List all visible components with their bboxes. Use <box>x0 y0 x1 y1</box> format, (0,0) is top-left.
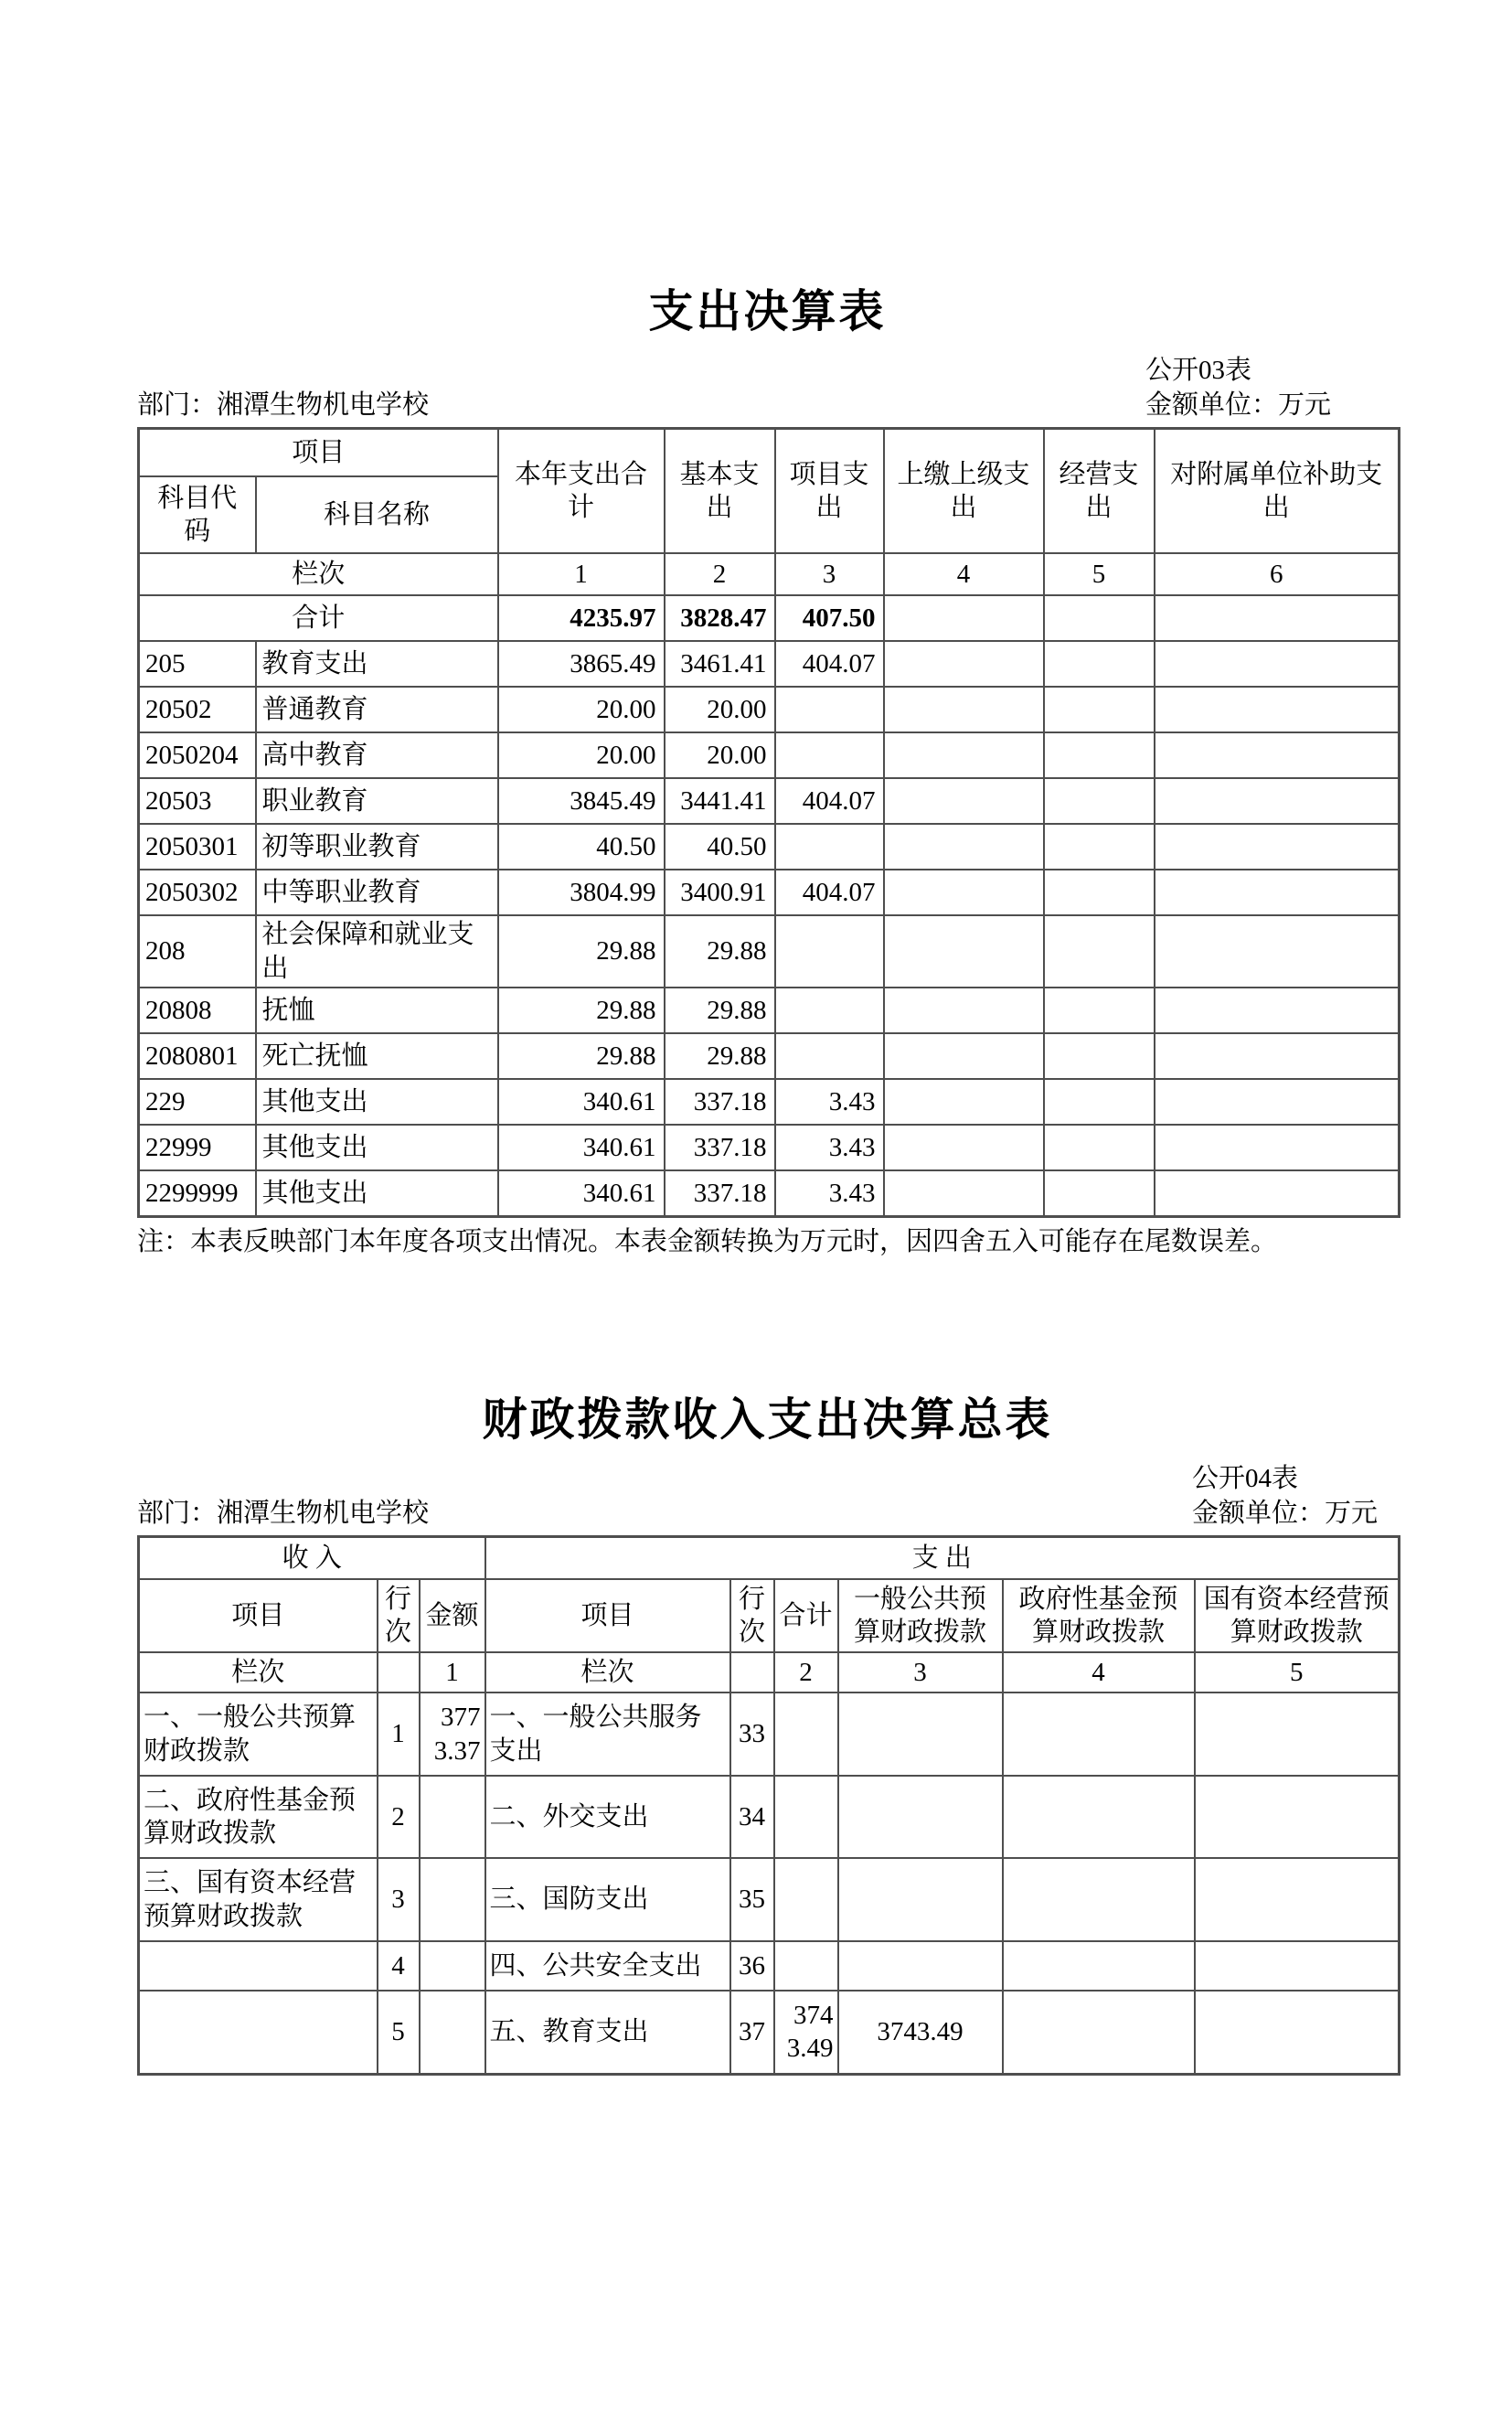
column-index-cell: 2 <box>774 1652 838 1693</box>
amount-cell <box>1155 641 1400 687</box>
amount-cell <box>1155 1079 1400 1125</box>
subject-code-cell: 2050302 <box>139 870 256 915</box>
subject-name-cell: 抚恤 <box>256 988 498 1033</box>
general-budget-cell <box>838 1858 1003 1941</box>
amount-cell: 3773.37 <box>420 1693 485 1776</box>
expense-section-header: 支 出 <box>485 1537 1400 1580</box>
amount-cell <box>1155 778 1400 824</box>
column-index-cell: 1 <box>498 553 665 595</box>
amount-cell <box>775 988 884 1033</box>
amount-cell: 29.88 <box>665 1033 775 1079</box>
subject-name-cell: 社会保障和就业支出 <box>256 915 498 988</box>
col-header-upturn: 上缴上级支出 <box>884 429 1044 554</box>
amount-cell: 337.18 <box>665 1170 775 1217</box>
table1-unit-label: 金额单位：万元 <box>1145 390 1332 421</box>
amount-cell <box>884 870 1044 915</box>
line-no-cell: 4 <box>378 1941 420 1991</box>
amount-cell: 4235.97 <box>498 595 665 641</box>
subject-name-cell: 其他支出 <box>256 1079 498 1125</box>
expense-item-cell: 一、一般公共服务支出 <box>485 1693 730 1776</box>
amount-cell <box>1044 687 1155 732</box>
amount-cell <box>1155 1033 1400 1079</box>
column-index-cell: 4 <box>884 553 1044 595</box>
line-no-cell: 37 <box>730 1991 774 2074</box>
table2-department-label: 部门：湘潭生物机电学校 <box>137 1499 430 1529</box>
amount-cell: 3441.41 <box>665 778 775 824</box>
amount-cell: 340.61 <box>498 1170 665 1217</box>
project-header-cell: 项目 <box>139 429 498 477</box>
amount-cell: 20.00 <box>665 732 775 778</box>
col-header-operating: 经营支出 <box>1044 429 1155 554</box>
amount-cell <box>1044 1170 1155 1217</box>
state-capital-cell <box>1195 1693 1400 1776</box>
amount-cell <box>884 732 1044 778</box>
table2-header-row <box>139 1579 1400 1652</box>
state-capital-cell <box>1195 1991 1400 2074</box>
expense-item-cell: 五、教育支出 <box>485 1991 730 2074</box>
total-amount-cell <box>774 1776 838 1859</box>
gov-fund-cell <box>1003 1776 1195 1859</box>
column-index-cell: 5 <box>1044 553 1155 595</box>
amount-cell <box>1044 988 1155 1033</box>
expense-item-header-cell: 项目 <box>485 1579 730 1652</box>
amount-cell <box>1044 778 1155 824</box>
amount-cell: 29.88 <box>498 1033 665 1079</box>
amount-cell <box>775 687 884 732</box>
amount-cell <box>1155 595 1400 641</box>
amount-cell: 340.61 <box>498 1125 665 1170</box>
amount-cell: 3461.41 <box>665 641 775 687</box>
line-no-cell: 34 <box>730 1776 774 1859</box>
gov-fund-cell <box>1003 1693 1195 1776</box>
state-capital-cell <box>1195 1776 1400 1859</box>
table1-footnote: 注：本表反映部门本年度各项支出情况。本表金额转换为万元时，因四舍五入可能存在尾数误差。 <box>137 1226 1278 1256</box>
amount-cell <box>420 1858 485 1941</box>
subject-name-cell: 职业教育 <box>256 778 498 824</box>
amount-cell: 40.50 <box>498 824 665 870</box>
amount-cell <box>884 988 1044 1033</box>
amount-cell <box>420 1941 485 1991</box>
amount-cell: 20.00 <box>665 687 775 732</box>
column-index-cell: 2 <box>665 553 775 595</box>
table-row <box>139 778 1400 824</box>
subject-name-cell: 其他支出 <box>256 1125 498 1170</box>
amount-cell <box>1044 824 1155 870</box>
fiscal-summary-table-title: 财政拨款收入支出决算总表 <box>482 1394 1053 1446</box>
table-row <box>139 641 1400 687</box>
amount-cell <box>884 595 1044 641</box>
column-index-cell <box>730 1652 774 1693</box>
table-row <box>139 824 1400 870</box>
subject-name-cell: 初等职业教育 <box>256 824 498 870</box>
table1-header-row-1 <box>139 429 1400 477</box>
state-capital-cell <box>1195 1941 1400 1991</box>
income-section-header: 收 入 <box>139 1537 485 1580</box>
column-index-cell: 3 <box>775 553 884 595</box>
line-no-cell: 1 <box>378 1693 420 1776</box>
amount-cell: 3845.49 <box>498 778 665 824</box>
amount-cell <box>775 824 884 870</box>
table-row-total <box>139 595 1400 641</box>
state-capital-header-cell: 国有资本经营预算财政拨款 <box>1195 1579 1400 1652</box>
column-index-cell: 5 <box>1195 1652 1400 1693</box>
subject-code-cell: 229 <box>139 1079 256 1125</box>
amount-cell: 29.88 <box>665 915 775 988</box>
amount-cell <box>1044 641 1155 687</box>
amount-cell <box>1155 1170 1400 1217</box>
amount-cell: 340.61 <box>498 1079 665 1125</box>
line-no-cell: 33 <box>730 1693 774 1776</box>
amount-cell: 40.50 <box>665 824 775 870</box>
subject-name-cell: 高中教育 <box>256 732 498 778</box>
table-row <box>139 988 1400 1033</box>
subject-code-cell: 2080801 <box>139 1033 256 1079</box>
total-amount-cell <box>774 1941 838 1991</box>
table2-meta <box>137 1462 1398 1531</box>
amount-cell: 29.88 <box>498 988 665 1033</box>
table-row <box>139 1776 1400 1859</box>
gov-fund-cell <box>1003 1858 1195 1941</box>
table1-department-label: 部门：湘潭生物机电学校 <box>137 390 430 421</box>
subject-code-cell: 20503 <box>139 778 256 824</box>
general-budget-cell <box>838 1693 1003 1776</box>
income-item-header-cell: 项目 <box>139 1579 378 1652</box>
amount-cell <box>1044 915 1155 988</box>
gov-fund-cell <box>1003 1991 1195 2074</box>
income-item-cell <box>139 1991 378 2074</box>
column-index-cell: 1 <box>420 1652 485 1693</box>
subject-name-cell: 中等职业教育 <box>256 870 498 915</box>
expense-item-cell: 四、公共安全支出 <box>485 1941 730 1991</box>
subject-code-cell: 205 <box>139 641 256 687</box>
state-capital-cell <box>1195 1858 1400 1941</box>
income-item-cell <box>139 1941 378 1991</box>
table-row <box>139 1033 1400 1079</box>
subject-name-header-cell: 科目名称 <box>256 476 498 553</box>
document-page <box>137 285 1398 2076</box>
amount-cell <box>884 824 1044 870</box>
amount-cell: 404.07 <box>775 641 884 687</box>
expenditure-table <box>137 427 1400 1218</box>
line-no-cell: 36 <box>730 1941 774 1991</box>
total-amount-cell: 3743.49 <box>774 1991 838 2074</box>
subject-code-cell: 20502 <box>139 687 256 732</box>
amount-cell: 20.00 <box>498 687 665 732</box>
expense-item-cell: 二、外交支出 <box>485 1776 730 1859</box>
expense-total-header-cell: 合计 <box>774 1579 838 1652</box>
amount-cell <box>1044 1079 1155 1125</box>
amount-cell: 3865.49 <box>498 641 665 687</box>
subject-code-cell: 22999 <box>139 1125 256 1170</box>
amount-cell: 3828.47 <box>665 595 775 641</box>
total-label-cell: 合计 <box>139 595 498 641</box>
expenditure-table-title: 支出决算表 <box>648 286 887 336</box>
amount-cell <box>884 1170 1044 1217</box>
table-row <box>139 1991 1400 2074</box>
subject-code-cell: 2299999 <box>139 1170 256 1217</box>
table-row <box>139 870 1400 915</box>
amount-cell <box>884 1033 1044 1079</box>
subject-name-cell: 其他支出 <box>256 1170 498 1217</box>
column-index-cell: 3 <box>838 1652 1003 1693</box>
amount-cell: 404.07 <box>775 778 884 824</box>
amount-cell: 3400.91 <box>665 870 775 915</box>
amount-cell <box>1155 988 1400 1033</box>
general-budget-cell: 3743.49 <box>838 1991 1003 2074</box>
table-row <box>139 1079 1400 1125</box>
general-budget-header-cell: 一般公共预算财政拨款 <box>838 1579 1003 1652</box>
table1-column-index-row <box>139 553 1400 595</box>
amount-cell <box>775 1033 884 1079</box>
amount-cell <box>420 1776 485 1859</box>
subject-code-cell: 20808 <box>139 988 256 1033</box>
table-row <box>139 1125 1400 1170</box>
amount-cell: 3.43 <box>775 1125 884 1170</box>
amount-cell <box>1044 1033 1155 1079</box>
expense-line-no-header-cell: 行次 <box>730 1579 774 1652</box>
amount-cell <box>1044 732 1155 778</box>
income-item-cell: 二、政府性基金预算财政拨款 <box>139 1776 378 1859</box>
amount-cell: 337.18 <box>665 1079 775 1125</box>
amount-cell <box>1155 687 1400 732</box>
general-budget-cell <box>838 1776 1003 1859</box>
amount-cell <box>1155 824 1400 870</box>
income-item-cell: 三、国有资本经营预算财政拨款 <box>139 1858 378 1941</box>
column-index-label: 栏次 <box>139 1652 378 1693</box>
total-amount-cell <box>774 1858 838 1941</box>
amount-cell <box>884 915 1044 988</box>
column-index-cell: 6 <box>1155 553 1400 595</box>
amount-cell <box>884 778 1044 824</box>
amount-cell: 3.43 <box>775 1079 884 1125</box>
table2-section-header-row <box>139 1537 1400 1580</box>
amount-cell <box>884 641 1044 687</box>
column-index-label: 栏次 <box>485 1652 730 1693</box>
line-no-cell: 35 <box>730 1858 774 1941</box>
col-header-project: 项目支出 <box>775 429 884 554</box>
table-row <box>139 915 1400 988</box>
table2-sheet-label: 公开04表 <box>1192 1463 1299 1493</box>
fiscal-summary-table <box>137 1535 1400 2075</box>
table-row <box>139 1170 1400 1217</box>
table2-column-index-row <box>139 1652 1400 1693</box>
amount-cell: 20.00 <box>498 732 665 778</box>
amount-cell <box>1155 1125 1400 1170</box>
expense-item-cell: 三、国防支出 <box>485 1858 730 1941</box>
income-line-no-header-cell: 行次 <box>378 1579 420 1652</box>
amount-cell <box>1155 915 1400 988</box>
subject-name-cell: 死亡抚恤 <box>256 1033 498 1079</box>
line-no-cell: 2 <box>378 1776 420 1859</box>
col-header-total-year: 本年支出合计 <box>498 429 665 554</box>
table-row <box>139 732 1400 778</box>
subject-code-cell: 2050204 <box>139 732 256 778</box>
amount-cell: 3804.99 <box>498 870 665 915</box>
amount-cell: 404.07 <box>775 870 884 915</box>
total-amount-cell <box>774 1693 838 1776</box>
gov-fund-cell <box>1003 1941 1195 1991</box>
amount-cell: 407.50 <box>775 595 884 641</box>
table-row <box>139 1941 1400 1991</box>
amount-cell <box>775 915 884 988</box>
amount-cell <box>775 732 884 778</box>
line-no-cell: 5 <box>378 1991 420 2074</box>
subject-name-cell: 教育支出 <box>256 641 498 687</box>
amount-cell <box>884 1125 1044 1170</box>
general-budget-cell <box>838 1941 1003 1991</box>
subject-name-cell: 普通教育 <box>256 687 498 732</box>
amount-cell <box>420 1991 485 2074</box>
amount-cell: 29.88 <box>665 988 775 1033</box>
col-header-basic: 基本支出 <box>665 429 775 554</box>
table-row <box>139 1693 1400 1776</box>
amount-cell: 3.43 <box>775 1170 884 1217</box>
amount-cell <box>1044 870 1155 915</box>
column-index-cell <box>378 1652 420 1693</box>
amount-cell: 29.88 <box>498 915 665 988</box>
amount-cell: 337.18 <box>665 1125 775 1170</box>
subject-code-header-cell: 科目代码 <box>139 476 256 553</box>
subject-code-cell: 208 <box>139 915 256 988</box>
amount-cell <box>1044 1125 1155 1170</box>
amount-cell <box>1155 870 1400 915</box>
table-row <box>139 1858 1400 1941</box>
table-row <box>139 687 1400 732</box>
gov-fund-header-cell: 政府性基金预算财政拨款 <box>1003 1579 1195 1652</box>
line-no-cell: 3 <box>378 1858 420 1941</box>
col-header-subsidy: 对附属单位补助支出 <box>1155 429 1400 554</box>
column-index-label: 栏次 <box>139 553 498 595</box>
table1-meta <box>137 354 1398 422</box>
amount-cell <box>884 1079 1044 1125</box>
income-item-cell: 一、一般公共预算财政拨款 <box>139 1693 378 1776</box>
table2-unit-label: 金额单位：万元 <box>1192 1499 1379 1529</box>
amount-cell <box>1155 732 1400 778</box>
amount-cell <box>884 687 1044 732</box>
income-amount-header-cell: 金额 <box>420 1579 485 1652</box>
amount-cell <box>1044 595 1155 641</box>
column-index-cell: 4 <box>1003 1652 1195 1693</box>
subject-code-cell: 2050301 <box>139 824 256 870</box>
table1-sheet-label: 公开03表 <box>1145 355 1252 385</box>
